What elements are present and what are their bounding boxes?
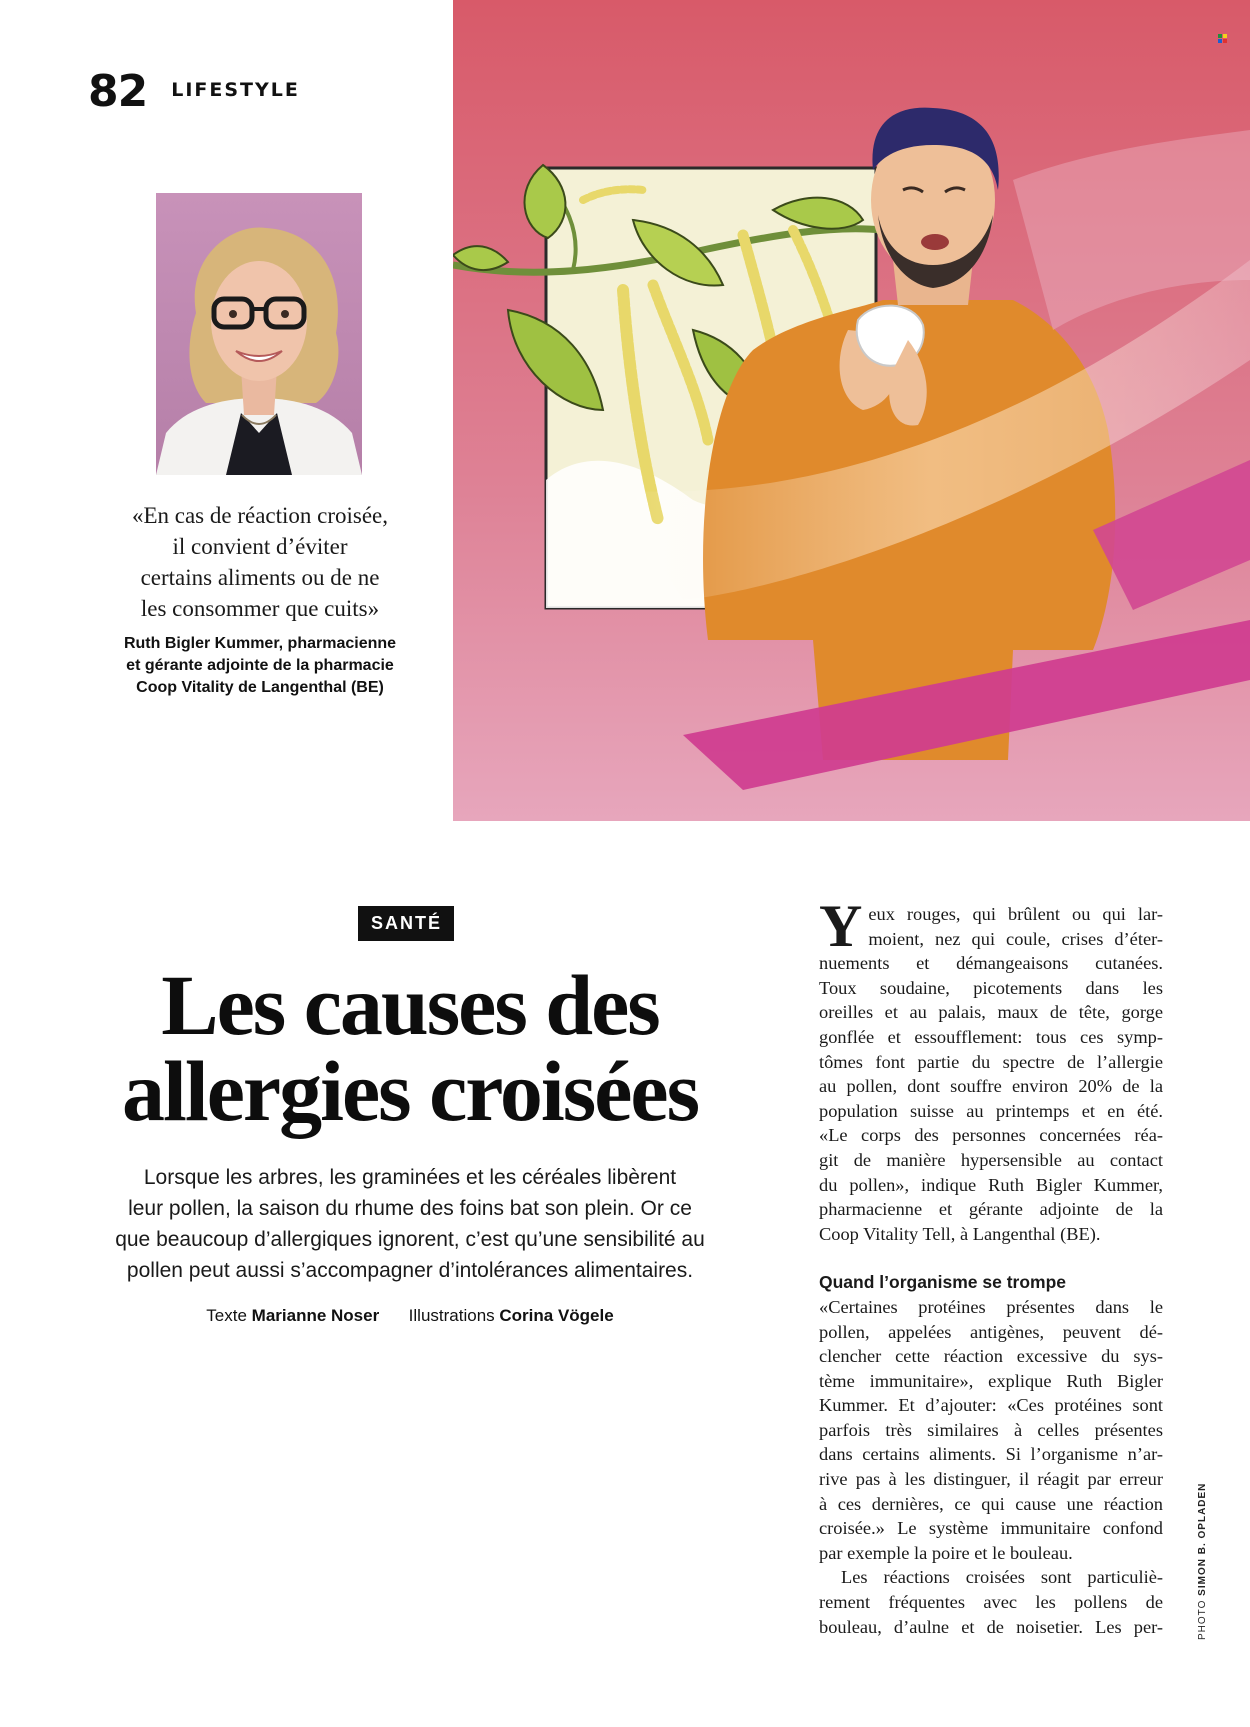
article-lead [90,1162,730,1286]
text-credit-author: Marianne Noser [251,1306,380,1325]
body-line: croisée.» Le système immunitaire confond [819,1518,1163,1539]
body-line: à ces dernières, ce qui cause une réaction [819,1493,1163,1514]
body-line: du pollen», indique Ruth Bigler Kummer, [819,1174,1163,1195]
section-name: LIFESTYLE [171,79,300,101]
portrait-illustration [156,193,362,475]
body-line: rement fréquentes avec les pollens de [819,1592,1163,1613]
body-line: dans certains aliments. Si l’organisme n’ar- [819,1444,1163,1465]
lead-line: leur pollen, la saison du rhume des foins bat son plein. Or ce [128,1197,692,1220]
allergy-illustration [453,0,1250,821]
title-line: allergies croisées [121,1043,699,1139]
photo-credit [1197,1483,1208,1640]
body-line: moient, nez qui coule, crises d’éter- [868,928,1163,949]
body-line: rive pas à les distinguer, il réagit par erreur [819,1469,1163,1490]
body-line: Coop Vitality Tell, à Langenthal (BE). [819,1223,1101,1244]
quote-attribution [100,633,420,699]
title-line: Les causes des [161,957,659,1053]
body-paragraph-1 [819,951,1163,1246]
body-line: bouleau, d’aulne et de noisetier. Les per- [819,1616,1163,1637]
illustration-svg [453,0,1250,821]
pull-quote [110,500,410,624]
body-line: clencher cette réaction excessive du sys- [819,1346,1163,1367]
dropcap-letter: Y [819,893,863,959]
body-line: oreilles et au palais, maux de tête, gorge [819,1002,1163,1023]
photo-credit-name: SIMON B. OPLADEN [1197,1482,1208,1596]
article-credits [90,1306,730,1326]
portrait-photo [156,193,362,475]
body-line: par exemple la poire et le bouleau. [819,1542,1073,1563]
quote-line: «En cas de réaction croisée, [131,503,389,528]
body-line: tômes font partie du spectre de l’allergie [819,1051,1163,1072]
attribution-line: Coop Vitality de Langenthal (BE) [136,679,384,696]
illustration-credit-label: Illustrations [408,1306,495,1325]
body-line: population suisse au printemps et en été. [819,1100,1163,1121]
illustration-credit-author: Corina Vögele [499,1306,614,1325]
attribution-line: Ruth Bigler Kummer, pharmacienne [123,635,397,652]
quote-line: il convient d’éviter [172,534,348,559]
category-badge: SANTÉ [358,906,454,941]
body-line: Kummer. Et d’ajouter: «Ces protéines sont [819,1395,1163,1416]
page-number: 82 [88,66,148,117]
body-paragraph-3 [819,1565,1163,1639]
article-title [60,957,760,1139]
body-subhead: Quand l’organisme se trompe [819,1272,1066,1293]
body-line: pharmacienne et gérante adjointe de la [819,1199,1163,1220]
body-line: Les réactions croisées sont particuliè- [841,1567,1163,1588]
body-line: parfois très similaires à celles présentes [819,1419,1163,1440]
text-credit-label: Texte [206,1306,247,1325]
body-line: gonflée et essoufflement: tous ces symp- [819,1026,1163,1047]
body-line: nuements et démangeaisons cutanées. [819,953,1163,974]
page-header [88,66,300,117]
body-line: eux rouges, qui brûlent ou qui lar- [868,904,1163,924]
body-line: «Le corps des personnes concernées réa- [819,1125,1163,1146]
photo-credit-label: PHOTO [1197,1599,1208,1640]
body-paragraph-2 [819,1295,1163,1566]
quote-line: les consommer que cuits» [140,596,380,621]
body-line: au pollen, dont souffre environ 20% de la [819,1076,1163,1097]
body-line: tème immunitaire», explique Ruth Bigler [819,1370,1163,1391]
quote-line: certains aliments ou de ne [140,565,380,590]
body-line: «Certaines protéines présentes dans le [819,1296,1163,1317]
article-body [819,893,1163,1639]
lead-line: pollen peut aussi s’accompagner d’intolérances alimentaires. [126,1259,694,1282]
body-line: git de manière hypersensible au contact [819,1149,1163,1170]
body-line: pollen, appelées antigènes, peuvent dé- [819,1321,1163,1342]
body-line: Toux soudaine, picotements dans les [819,977,1163,998]
color-registration-icon [1218,34,1227,43]
attribution-line: et gérante adjointe de la pharmacie [126,657,394,674]
lead-line: Lorsque les arbres, les graminées et les céréales libèrent [143,1166,677,1189]
lead-line: que beaucoup d’allergiques ignorent, c’est qu’une sensibilité au [115,1228,705,1251]
dropcap-block [819,893,1163,959]
